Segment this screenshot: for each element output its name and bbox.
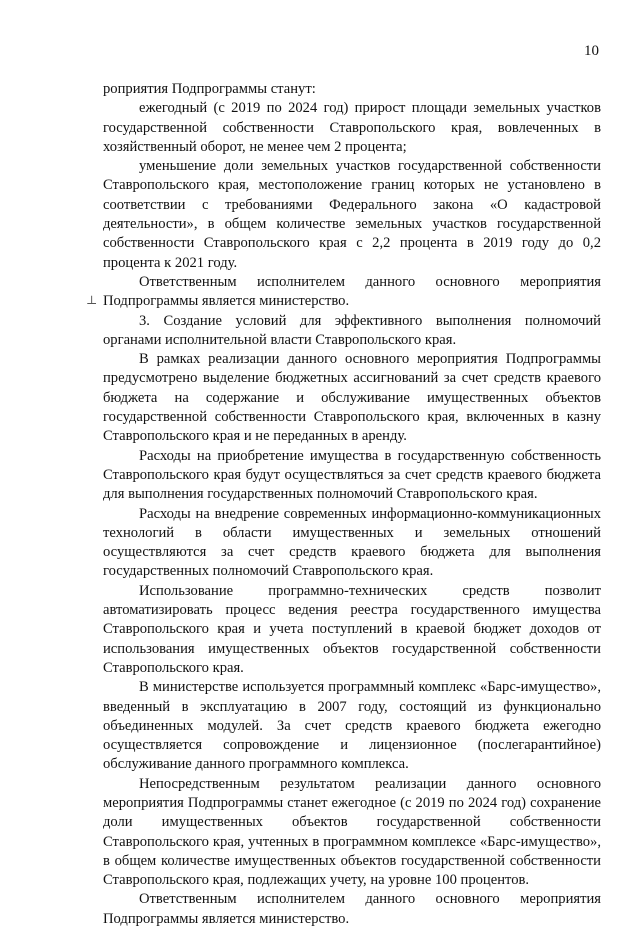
document-body [103, 80, 601, 929]
margin-mark: ⊥ [86, 293, 98, 307]
paragraph: В рамках реализации данного основного мероприятия Подпрограммы предусмотрено выделение бюджетных ассигнований за счет средств краевого бюджета на содержание и обслуживание имущественных объектов государственной собственности Ставропольского края, включенных в казну Ставропольского края и не переданных в аренду. [103, 351, 601, 445]
paragraph: уменьшение доли земельных участков государственной собственности Ставропольского края, местоположение границ которых не установлено в соответствии с требованиями Федерального закона «О кадастровой деятельности», в общем количестве земельных участков государственной собственности Ставропольского края с 2,2 процента в 2019 году до 0,2 процента к 2021 году. [103, 158, 601, 271]
paragraph: 3. Создание условий для эффективного выполнения полномочий органами исполнительной власти Ставропольского края. [103, 312, 601, 348]
paragraph: Ответственным исполнителем данного основного мероприятия Подпрограммы является министерство. [103, 273, 601, 310]
paragraph: Ответственным исполнителем данного основного мероприятия Подпрограммы является министерство. [103, 891, 601, 927]
paragraph: Непосредственным результатом реализации данного основного мероприятия Подпрограммы станет ежегодное (с 2019 по 2024 год) сохранение доли имущественных объектов государственной собственности Ставропольского края, учтенных в программном комплексе «Барс-имущество», в общем количестве имущественных объектов государственной собственности Ставропольского края, подлежащих учету, на уровне 100 процентов. [103, 775, 601, 889]
page-number: 10 [584, 43, 599, 59]
paragraph: Расходы на внедрение современных информационно-коммуникационных технологий в области имущественных и земельных отношений осуществляются за счет средств краевого бюджета для выполнения государственных полномочий Ставропольского края. [103, 505, 601, 580]
paragraph: ежегодный (с 2019 по 2024 год) прирост площади земельных участков государственной собственности Ставропольского края, вовлеченных в хозяйственный оборот, не менее чем 2 процента; [103, 100, 601, 155]
paragraph: Расходы на приобретение имущества в государственную собственность Ставропольского края будут осуществляться за счет средств краевого бюджета для выполнения государственных полномочий Ставропольского края. [103, 447, 601, 503]
paragraph: роприятия Подпрограммы станут: [103, 81, 316, 97]
paragraph: В министерстве используется программный комплекс «Барс-имущество», введенный в эксплуатацию в 2007 году, состоящий из функционально объединенных модулей. За счет средств краевого бюджета ежегодно осуществляется сопровождение и лицензионное (послегарантийное) обслуживание данного программного комплекса. [103, 679, 601, 773]
paragraph: Использование программно-технических средств позволит автоматизировать процесс ведения реестра государственного имущества Ставропольского края и учета поступлений в краевой бюджет доходов от использования имущественных объектов государственной собственности Ставропольского края. [103, 582, 601, 676]
